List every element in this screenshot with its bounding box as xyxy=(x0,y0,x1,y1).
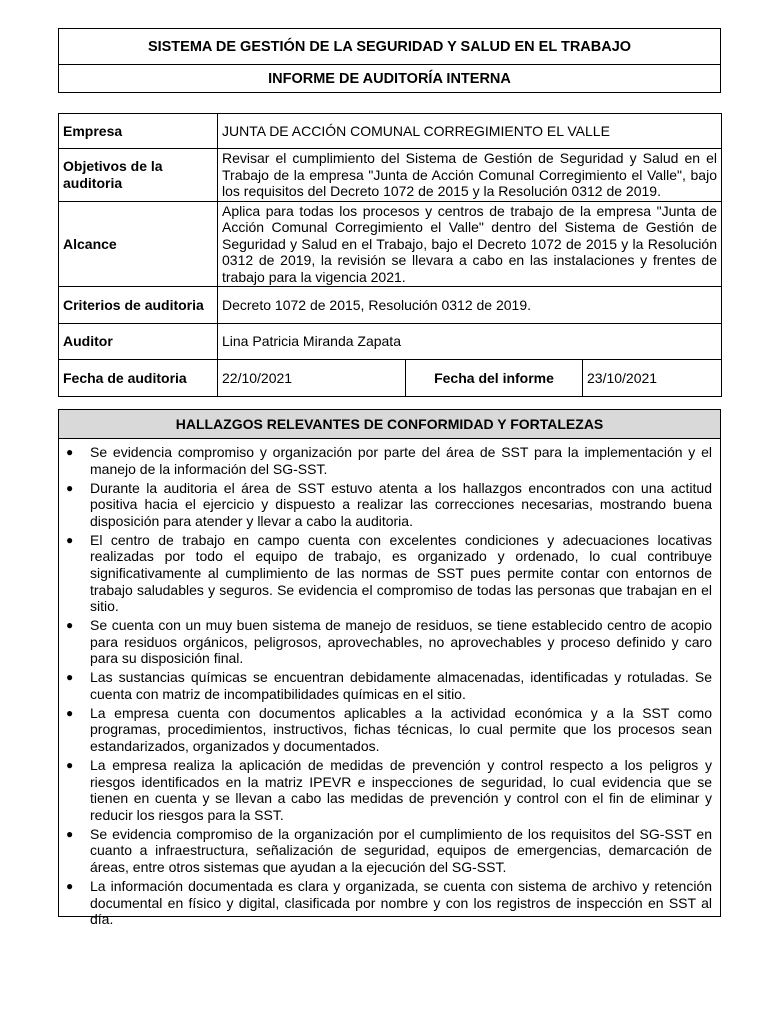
row-fechas xyxy=(59,360,722,397)
objetivos-label: Objetivos de la auditoria xyxy=(59,149,218,202)
document-title: SISTEMA DE GESTIÓN DE LA SEGURIDAD Y SALUD EN EL TRABAJO xyxy=(59,29,720,65)
finding-text: Se evidencia compromiso de la organización por el cumplimiento de los requisitos del SG-SST en cuanto a infraestructura, señalización de seguridad, equipos de emergencias, demarcación de áreas, entre otros sistemas que ayudan a la ejecución del SG-SST. xyxy=(90,825,712,875)
list-item xyxy=(66,444,712,477)
list-item xyxy=(66,877,712,928)
document-header xyxy=(58,28,721,93)
list-item xyxy=(66,479,712,530)
finding-text: La información documentada es clara y organizada, se cuenta con sistema de archivo y retención documental en físico y digital, clasificada por nombre y con los registros de inspección en SST al día. xyxy=(90,877,712,928)
bullet-icon: ● xyxy=(66,705,74,720)
list-item xyxy=(66,617,712,667)
row-criterios xyxy=(59,287,722,324)
empresa-value: JUNTA DE ACCIÓN COMUNAL CORREGIMIENTO EL VALLE xyxy=(218,114,722,149)
fecha-auditoria-label: Fecha de auditoria xyxy=(59,360,218,397)
finding-text: Las sustancias químicas se encuentran debidamente almacenadas, identificadas y rotuladas. Se cuenta con matriz de incompatibilidades químicas en el sitio. xyxy=(90,669,712,702)
finding-text: El centro de trabajo en campo cuenta con excelentes condiciones y adecuaciones locativas realizadas por todo el equipo de trabajo, es organizado y ordenado, lo cual contribuye significativamente al cumplimiento de las normas de SST pues permite contar con entornos de trabajo saludables y seguros. Se evidencia el compromiso de todas las personas que trabajan en el sitio. xyxy=(90,531,712,615)
list-item xyxy=(66,825,712,876)
bullet-icon: ● xyxy=(66,532,74,547)
finding-text: Durante la auditoria el área de SST estuvo atenta a los hallazgos encontrados con una actitud positiva hacia el ejercicio y dispuesto a realizar las correcciones necesarias, mostrando buena disposición para atender y llevar a cabo la auditoria. xyxy=(90,479,712,529)
criterios-label: Criterios de auditoria xyxy=(59,287,218,324)
row-objetivos xyxy=(59,149,722,202)
fecha-auditoria-value: 22/10/2021 xyxy=(218,360,406,397)
list-item xyxy=(66,757,712,823)
list-item xyxy=(66,704,712,755)
auditor-label: Auditor xyxy=(59,324,218,360)
audit-info-table xyxy=(58,113,722,397)
finding-text: La empresa cuenta con documentos aplicables a la actividad económica y a la SST como programas, procedimientos, instructivos, fichas técnicas, lo cual permite que los procesos sean estandarizados, organizados y documentados. xyxy=(90,704,712,755)
document-subtitle: INFORME DE AUDITORÍA INTERNA xyxy=(268,70,511,87)
criterios-value: Decreto 1072 de 2015, Resolución 0312 de 2019. xyxy=(218,287,722,324)
auditor-value: Lina Patricia Miranda Zapata xyxy=(218,324,722,360)
bullet-icon: ● xyxy=(66,480,74,495)
findings-title: HALLAZGOS RELEVANTES DE CONFORMIDAD Y FORTALEZAS xyxy=(59,410,720,439)
bullet-icon: ● xyxy=(66,445,74,459)
objetivos-value: Revisar el cumplimiento del Sistema de Gestión de Seguridad y Salud en el Trabajo de la empresa "Junta de Acción Comunal Corregimiento el Valle", bajo los requisitos del Decreto 1072 de 2015 y la Resolución 0312 de 2019. xyxy=(218,149,722,202)
bullet-icon: ● xyxy=(66,826,74,841)
findings-section xyxy=(58,409,721,928)
bullet-icon: ● xyxy=(66,618,74,633)
alcance-label: Alcance xyxy=(59,201,218,287)
fecha-informe-value: 23/10/2021 xyxy=(583,360,722,397)
bullet-icon: ● xyxy=(66,758,74,773)
bullet-icon: ● xyxy=(66,670,74,685)
row-empresa xyxy=(59,114,722,149)
fecha-informe-label: Fecha del informe xyxy=(406,360,583,397)
alcance-value: Aplica para todas los procesos y centros de trabajo de la empresa "Junta de Acción Comunal Corregimiento el Valle" dentro del Sistema de Gestión de Seguridad y Salud en el Trabajo, bajo el Decreto 1072 de 2015 y la Resolución 0312 de 2019, la revisión se llevara a cabo en las instalaciones y frentes de trabajo para la vigencia 2021. xyxy=(218,201,722,287)
finding-text: Se evidencia compromiso y organización por parte del área de SST para la implementación y el manejo de la información del SG-SST. xyxy=(90,444,712,477)
finding-text: Se cuenta con un muy buen sistema de manejo de residuos, se tiene establecido centro de acopio para residuos orgánicos, peligrosos, aprovechables, no aprovechables y proceso definido y caro para su disposición final. xyxy=(90,617,712,667)
findings-list xyxy=(59,439,720,928)
list-item xyxy=(66,669,712,702)
row-alcance xyxy=(59,201,722,287)
empresa-label: Empresa xyxy=(59,114,218,149)
list-item xyxy=(66,531,712,615)
row-auditor xyxy=(59,324,722,360)
bullet-icon: ● xyxy=(66,878,74,893)
finding-text: La empresa realiza la aplicación de medidas de prevención y control respecto a los peligros y riesgos identificados en la matriz IPEVR e inspecciones de seguridad, lo cual evidencia que se tienen en cuenta y se llevan a cabo las medidas de prevención y control con el fin de eliminar y reducir los riesgos para la SST. xyxy=(90,757,712,823)
